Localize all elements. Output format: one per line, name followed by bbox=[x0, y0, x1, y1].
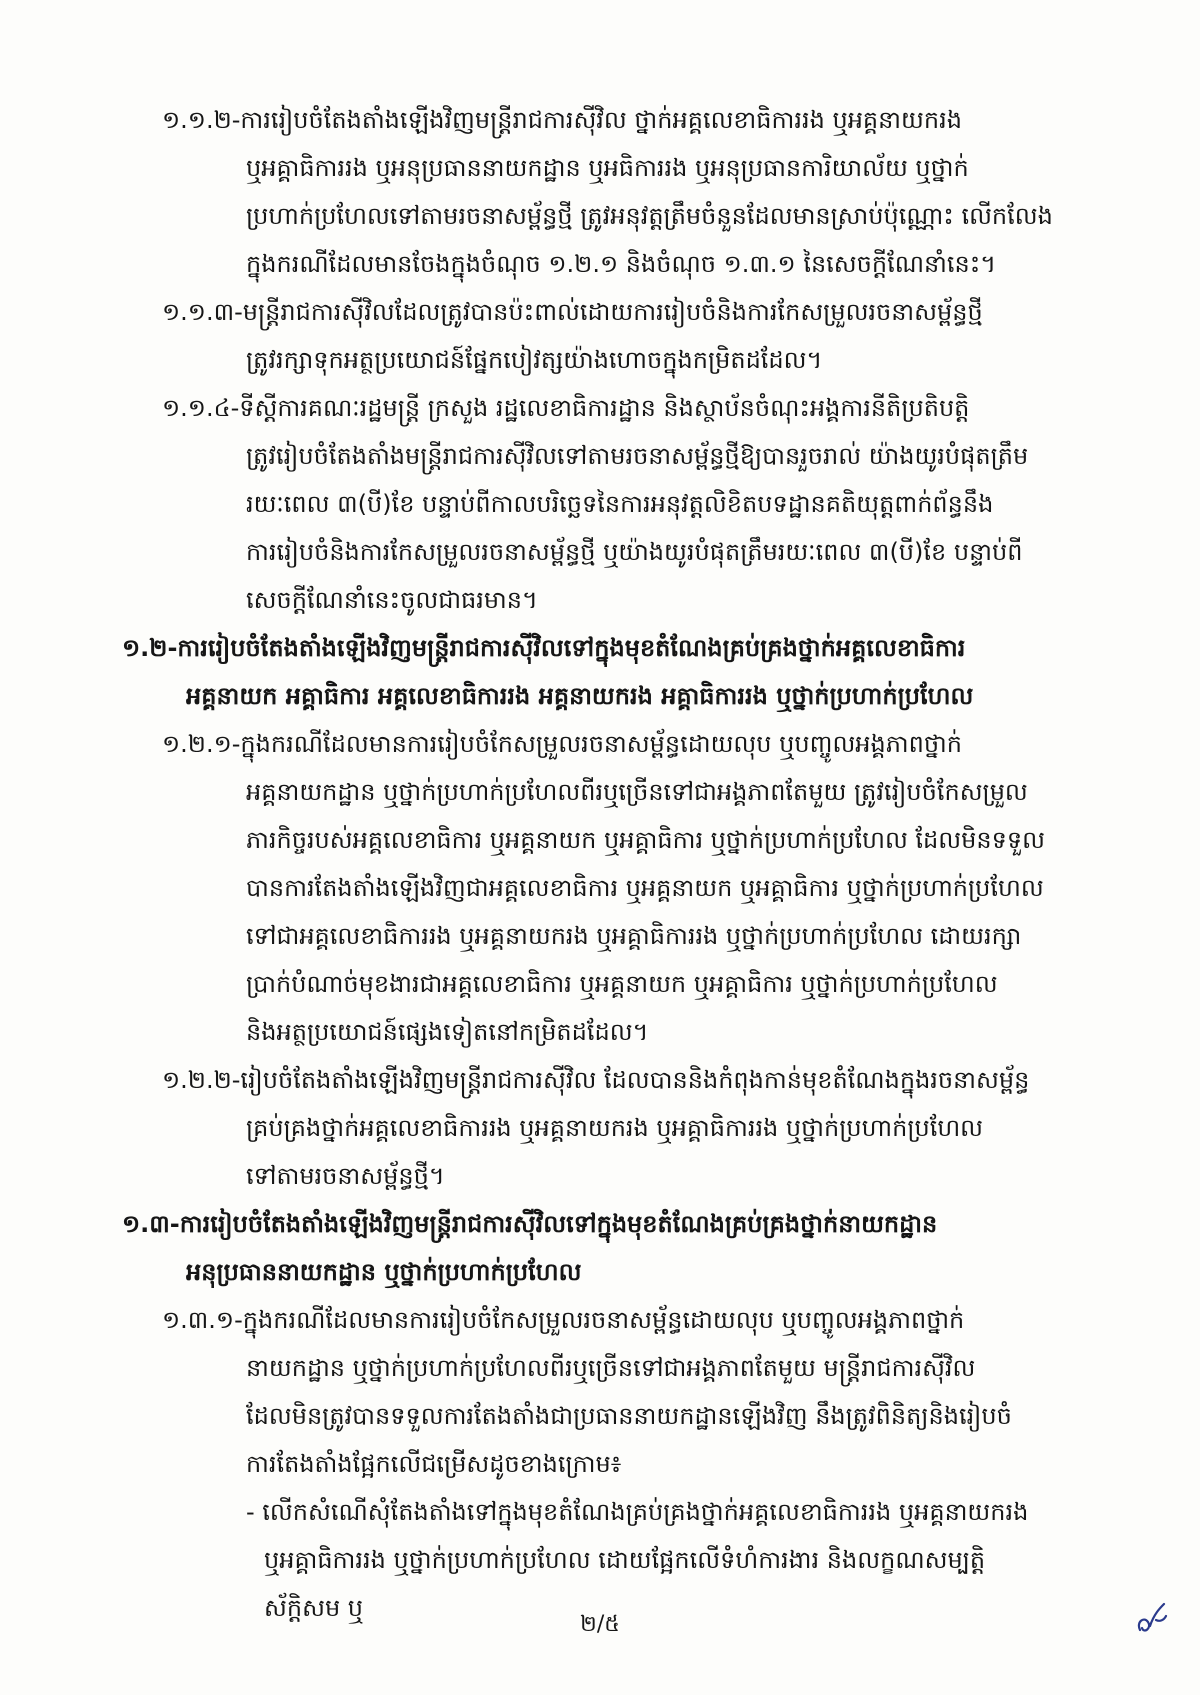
clause-line: សេចក្ដីណែនាំនេះចូលជាធរមាន។ bbox=[246, 586, 538, 614]
clause-line: ការរៀបចំនិងការកែសម្រួលរចនាសម្ព័ន្ធថ្មី ឬយ៉ាងយូរបំផុតត្រឹមរយៈពេល ៣(បី)ខែ បន្ទាប់ពី bbox=[246, 538, 1023, 566]
clause-line: ១.១.២-ការរៀបចំតែងតាំងឡើងវិញមន្ត្រីរាជការស៊ីវិល ថ្នាក់អគ្គលេខាធិការរង ឬអគ្គនាយករង bbox=[162, 106, 962, 134]
section-heading-1-3 bbox=[122, 1200, 1100, 1296]
clause-line: ១.១.៤-ទីស្ដីការគណៈរដ្ឋមន្ត្រី ក្រសួង រដ្ឋលេខាធិការដ្ឋាន និងស្ថាប័នចំណុះអង្គការនីតិប្រតិបត្តិ bbox=[162, 394, 970, 422]
clause-line: បានការតែងតាំងឡើងវិញជាអគ្គលេខាធិការ ឬអគ្គនាយក ឬអគ្គាធិការ ឬថ្នាក់ប្រហាក់ប្រហែល bbox=[246, 874, 1044, 902]
section-heading-line: ១.៣-ការរៀបចំតែងតាំងឡើងវិញមន្ត្រីរាជការស៊ីវិលទៅក្នុងមុខតំណែងគ្រប់គ្រងថ្នាក់នាយកដ្ឋាន bbox=[122, 1210, 938, 1238]
clause-line: ការតែងតាំងផ្អែកលើជម្រើសដូចខាងក្រោម៖ bbox=[246, 1450, 622, 1478]
clause-line: ទៅជាអគ្គលេខាធិការរង ឬអគ្គនាយករង ឬអគ្គាធិការរង ឬថ្នាក់ប្រហាក់ប្រហែល ដោយរក្សា bbox=[246, 922, 1022, 950]
section-heading-line: ១.២-ការរៀបចំតែងតាំងឡើងវិញមន្ត្រីរាជការស៊ីវិលទៅក្នុងមុខតំណែងគ្រប់គ្រងថ្នាក់អគ្គលេខាធិការ bbox=[122, 634, 966, 662]
clause-line: នាយកដ្ឋាន ឬថ្នាក់ប្រហាក់ប្រហែលពីរឬច្រើនទៅជាអង្គភាពតែមួយ មន្ត្រីរាជការស៊ីវិល bbox=[246, 1354, 976, 1382]
clause-line: និងអត្ថប្រយោជន៍ផ្សេងទៀតនៅកម្រិតដដែល។ bbox=[246, 1018, 649, 1046]
clause-line: ប្រហាក់ប្រហែលទៅតាមរចនាសម្ព័ន្ធថ្មី ត្រូវអនុវត្តត្រឹមចំនួនដែលមានស្រាប់ប៉ុណ្ណោះ លើកលែង bbox=[246, 202, 1053, 230]
section-heading-1-2 bbox=[122, 624, 1100, 720]
clause-1-2-1 bbox=[122, 720, 1100, 1056]
clause-line: ឬអគ្គាធិការរង ឬអនុប្រធាននាយកដ្ឋាន ឬអធិការរង ឬអនុប្រធានការិយាល័យ ឬថ្នាក់ bbox=[246, 154, 969, 182]
clause-line: ១.៣.១-ក្នុងករណីដែលមានការរៀបចំកែសម្រួលរចនាសម្ព័ន្ធដោយលុប ឬបញ្ចូលអង្គភាពថ្នាក់ bbox=[162, 1306, 965, 1334]
clause-line: ត្រូវរៀបចំតែងតាំងមន្ត្រីរាជការស៊ីវិលទៅតាមរចនាសម្ព័ន្ធថ្មីឱ្យបានរួចរាល់ យ៉ាងយូរបំផុតត្រឹម bbox=[246, 442, 1029, 470]
bullet-line: ស័ក្តិសម ឬ bbox=[264, 1594, 364, 1622]
clause-line: ១.២.២-រៀបចំតែងតាំងឡើងវិញមន្ត្រីរាជការស៊ីវិល ដែលបាននិងកំពុងកាន់មុខតំណែងក្នុងរចនាសម្ព័ន្ធ bbox=[162, 1066, 1030, 1094]
handwritten-initial-mark bbox=[1130, 1600, 1170, 1640]
clause-line: ក្នុងករណីដែលមានចែងក្នុងចំណុច ១.២.១ និងចំណុច ១.៣.១ នៃសេចក្ដីណែនាំនេះ។ bbox=[246, 250, 997, 278]
bullet-line: ឬអគ្គាធិការរង ឬថ្នាក់ប្រហាក់ប្រហែល ដោយផ្អែកលើទំហំការងារ និងលក្ខណសម្បត្តិ bbox=[264, 1546, 986, 1574]
clause-line: រយៈពេល ៣(បី)ខែ បន្ទាប់ពីកាលបរិច្ឆេទនៃការអនុវត្តលិខិតបទដ្ឋានគតិយុត្តពាក់ព័ន្ធនឹង bbox=[246, 490, 994, 518]
clause-1-1-2 bbox=[122, 96, 1100, 288]
clause-line: ១.២.១-ក្នុងករណីដែលមានការរៀបចំកែសម្រួលរចនាសម្ព័ន្ធដោយលុប ឬបញ្ចូលអង្គភាពថ្នាក់ bbox=[162, 730, 962, 758]
page-number: ២/៥ bbox=[580, 1612, 620, 1637]
clause-line: ដែលមិនត្រូវបានទទួលការតែងតាំងជាប្រធាននាយកដ្ឋានឡើងវិញ នឹងត្រូវពិនិត្យនិងរៀបចំ bbox=[246, 1402, 1012, 1430]
clause-line: អគ្គនាយកដ្ឋាន ឬថ្នាក់ប្រហាក់ប្រហែលពីរឬច្រើនទៅជាអង្គភាពតែមួយ ត្រូវរៀបចំកែសម្រួល bbox=[246, 778, 1028, 806]
clause-line: ភារកិច្ចរបស់អគ្គលេខាធិការ ឬអគ្គនាយក ឬអគ្គាធិការ ឬថ្នាក់ប្រហាក់ប្រហែល ដែលមិនទទួល bbox=[246, 826, 1045, 854]
clause-line: ត្រូវរក្សាទុកអត្ថប្រយោជន៍ផ្នែកបៀវត្សយ៉ាងហោចក្នុងកម្រិតដដែល។ bbox=[246, 346, 823, 374]
clause-1-2-2 bbox=[122, 1056, 1100, 1200]
clause-line: ប្រាក់បំណាច់មុខងារជាអគ្គលេខាធិការ ឬអគ្គនាយក ឬអគ្គាធិការ ឬថ្នាក់ប្រហាក់ប្រហែល bbox=[246, 970, 998, 998]
clause-line: គ្រប់គ្រងថ្នាក់អគ្គលេខាធិការរង ឬអគ្គនាយករង ឬអគ្គាធិការរង ឬថ្នាក់ប្រហាក់ប្រហែល bbox=[246, 1114, 984, 1142]
clause-1-1-4 bbox=[122, 384, 1100, 624]
bullet-line: - លើកសំណើសុំតែងតាំងទៅក្នុងមុខតំណែងគ្រប់គ្រងថ្នាក់អគ្គលេខាធិការរង ឬអគ្គនាយករង bbox=[246, 1498, 1029, 1526]
section-heading-line: អនុប្រធាននាយកដ្ឋាន ឬថ្នាក់ប្រហាក់ប្រហែល bbox=[186, 1258, 582, 1286]
clause-1-3-1 bbox=[122, 1296, 1100, 1488]
clause-line: ១.១.៣-មន្ត្រីរាជការស៊ីវិលដែលត្រូវបានប៉ះពាល់ដោយការរៀបចំនិងការកែសម្រួលរចនាសម្ព័ន្ធថ្មី bbox=[162, 298, 983, 326]
section-heading-line: អគ្គនាយក អគ្គាធិការ អគ្គលេខាធិការរង អគ្គនាយករង អគ្គាធិការរង ឬថ្នាក់ប្រហាក់ប្រហែល bbox=[186, 682, 974, 710]
clause-line: ទៅតាមរចនាសម្ព័ន្ធថ្មី។ bbox=[246, 1162, 445, 1190]
clause-1-1-3 bbox=[122, 288, 1100, 384]
